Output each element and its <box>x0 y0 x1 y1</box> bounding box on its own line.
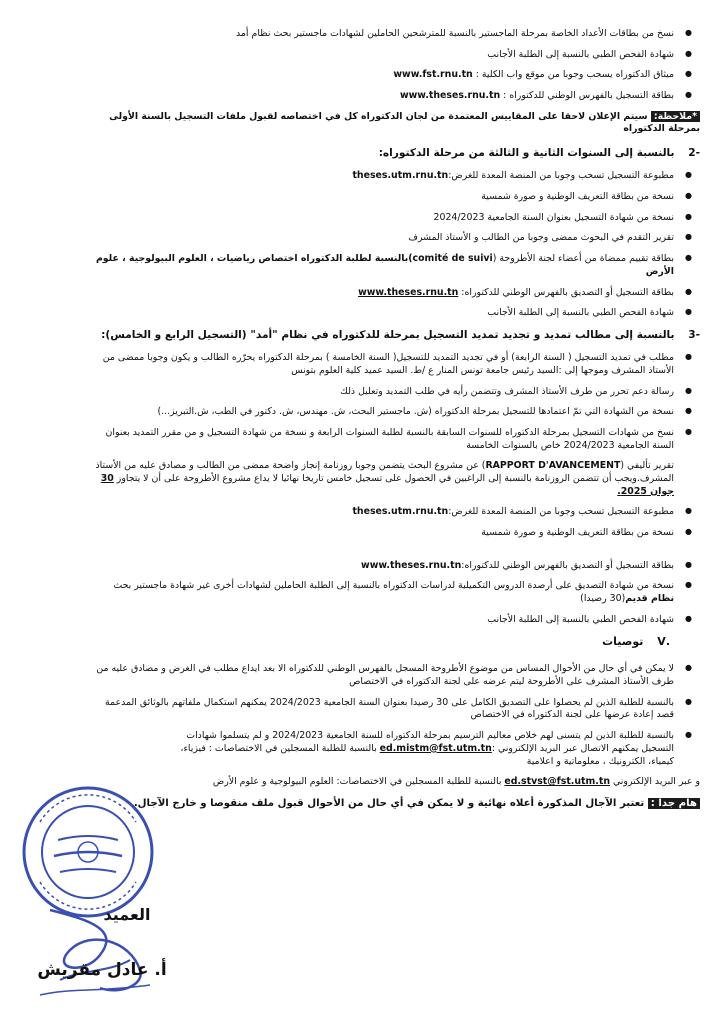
note-label: *ملاحظة: <box>651 111 700 122</box>
list-item <box>92 170 700 183</box>
section-3-heading <box>92 328 700 342</box>
item-text: بطاقة التسجيل أو التصديق بالفهرس الوطني للدكتوراه: <box>461 559 674 571</box>
item-text: نسخة من شهادة التسجيل بعنوان السنة الجامعية 2024/2023 <box>433 211 674 223</box>
item-text: بطاقة التسجيل أو التصديق بالفهرس الوطني للدكتوراه: <box>461 286 674 298</box>
theses-link[interactable]: www.theses.rnu.tn <box>358 286 459 298</box>
item-text: نسخة من بطاقة التعريف الوطنية و صورة شمسية <box>481 191 674 203</box>
item-text: نسخة من شهادة التصديق على أرصدة الدروس التكميلية لدراسات الدكتوراه بالنسبة إلى الطلبة الحاملين لشهادات أخرى غير شهادة ماجستير بحث <box>113 580 674 592</box>
list-item <box>92 232 700 245</box>
report-text: ) عن مشروع البحث يتضمن وجوبا روزنامة إنجاز واضحة ممضى من الطالب و مصادق عليه من الأستاذ المشرف.ويجب أن تتضمن الروزنامة بالنسبة إلى الراغبين في الحصول على تسجيل خامس تاريخا نهائيا لا يداع مشروع الأطروحة على أن لا يتجاوز <box>95 460 674 485</box>
item-text: نسخة من الشهادة التي تمّ اعتمادها للتسجيل بمرحلة الدكتوراه (ش. ماجستير البحث، ش. مهندس، ش. دكتور في الطب، ش.التبريز...) <box>157 406 674 418</box>
theses-utm-link[interactable]: theses.utm.rnu.tn <box>352 170 449 182</box>
section-title: توصيات <box>602 634 644 648</box>
section-number: .V <box>657 634 670 648</box>
list-item <box>92 506 700 519</box>
section-number: -2 <box>688 147 700 160</box>
item-text: شهادة الفحص الطبي بالنسبة إلى الطلبة الأجانب <box>487 613 674 625</box>
list-item <box>92 191 700 204</box>
theses-link[interactable]: www.theses.rnu.tn <box>399 90 501 102</box>
report-text: تقرير تأليفي ( <box>620 460 674 472</box>
item-text: تقرير التقدم في البحوث ممضى وجوبا من الطالب و الأستاذ المشرف <box>408 232 674 244</box>
dean-title: العميد <box>103 905 151 924</box>
list-item <box>92 287 700 300</box>
rapport-davancement: RAPPORT D'AVANCEMENT <box>485 460 621 472</box>
recommendation-item <box>92 730 700 768</box>
email-line <box>92 776 700 789</box>
dean-name: أ. عادل مقريش <box>37 960 167 980</box>
item-text: (30 رصيدا) <box>580 593 626 605</box>
item-text-bold: )بالنسبة لطلبة الدكتوراه اختصاص رياضيات ، العلوم البيولوجية ، علوم الأرض <box>95 253 674 277</box>
item-text: رسالة دعم تحرر من طرف الأستاذ المشرف وتتضمن رأيه في طلب التمديد وتعليل ذلك <box>340 385 674 397</box>
recommendation-item <box>92 663 700 688</box>
item-text: نسخة من بطاقة التعريف الوطنية و صورة شمسية <box>481 527 674 539</box>
fst-link[interactable]: www.fst.rnu.tn <box>393 69 473 81</box>
comite-de-suivi: comité de suivi <box>412 253 493 265</box>
list-item <box>92 560 700 573</box>
recommendations-heading <box>92 635 670 650</box>
item-text: بالنسبة للطلبة المسجلين في الاختصاصات : فيزياء، كيمياء، الكترونيك ، معلوماتية و اعلامية <box>180 742 674 767</box>
important-label: هام جدا : <box>648 798 700 809</box>
stvst-email-link[interactable]: ed.stvst@fst.utm.tn <box>504 776 611 788</box>
section-title: بالنسبة إلى مطالب تمديد و تجديد تمديد التسجيل بمرحلة للدكتوراه في نظام "أمد" (التسجيل الرابع و الخامس): <box>101 328 675 341</box>
important-notice <box>92 797 700 811</box>
list-item <box>92 527 700 540</box>
recommendation-item <box>92 697 700 722</box>
list-item <box>92 28 700 41</box>
theses-utm-link[interactable]: theses.utm.rnu.tn <box>352 506 449 518</box>
email-text: و عبر البريد الإلكتروني <box>610 776 700 788</box>
list-item <box>92 90 700 103</box>
important-text: تعتبر الآجال المذكورة أعلاه نهائية و لا يمكن في أي حال من الأحوال قبول ملف منقوصا و خارج الآجال. <box>133 797 648 809</box>
mistm-email-link[interactable]: ed.mistm@fst.utm.tn <box>379 742 492 754</box>
item-text: مطبوعة التسجيل تسحب وجوبا من المنصة المعدة للغرض: <box>448 170 674 182</box>
item-text: بالنسبة للطلبة الذين لم يتسنى لهم خلاص معاليم الترسيم بمرحلة الدكتوراه للسنة الجامعية 2024/2023 و لم يتسلموا شهادات التسجيل يمكنهم الاتصال عبر البريد الإلكتروني : <box>186 730 674 754</box>
list-item <box>92 580 700 605</box>
item-text: بطاقة تقييم ممضاة من أعضاء لجنة الأطروحة ( <box>492 253 674 265</box>
list-item <box>92 307 700 320</box>
item-text: مطبوعة التسجيل تسحب وجوبا من المنصة المعدة للغرض: <box>448 506 674 518</box>
list-item <box>92 386 700 399</box>
list-item <box>92 49 700 62</box>
section-2-heading <box>92 146 700 160</box>
item-text: ميثاق الدكتوراه يسحب وجوبا من موقع واب الكلية : <box>475 69 674 81</box>
list-item <box>92 69 700 82</box>
list-item <box>92 253 700 278</box>
section-number: -3 <box>688 328 700 341</box>
deadline: 30 جوان 2025. <box>100 473 674 497</box>
old-system: نظام قديم <box>625 593 674 605</box>
section-title: بالنسبة إلى السنوات الثانية و الثالثة من مرحلة الدكتوراه: <box>378 147 675 160</box>
note <box>92 111 700 136</box>
item-text: نسخ من شهادات التسجيل بمرحلة الدكتوراه للسنوات السابقة بالنسبة لطلبة السنوات الرابعة و نسخة من شهادة التسجيل و من مقرر التمديد بعنوان السنة الجامعية 2024/2023 خاص بالسنوات الخامسة <box>105 426 674 451</box>
list-item <box>92 212 700 225</box>
list-item <box>92 352 700 377</box>
list-item <box>92 427 700 452</box>
email-text: بالنسبة للطلبة المسجلين في الاختصاصات: العلوم البيولوجية و علوم الأرض <box>212 776 505 788</box>
item-text: مطلب في تمديد التسجيل ( السنة الرابعة) أو في تجديد التمديد للتسجيل( السنة الخامسة ) بمرحلة الدكتوراه يحرّره الطالب و يكون وجوبا ممضى من الأستاذ المشرف وموجها إلى :السيد رئيس جامعة تونس المنار ع /ط. السيد عميد كلية العلوم بتونس <box>102 352 674 376</box>
item-text: بالنسبة للطلبة الذين لم يحصلوا على التصديق الكامل على 30 رصيدا بعنوان السنة الجامعية 2024/2023 يمكنهم استكمال ملفاتهم بالوثائق المدعمة قصد إعادة عرضها على لجنة الدكتوراه في الاختصاص <box>105 696 674 721</box>
item-text: شهادة الفحص الطبي بالنسبة إلى الطلبة الأجانب <box>487 307 674 319</box>
list-item <box>92 614 700 627</box>
item-text: شهادة الفحص الطبي بالنسبة إلى الطلبة الأجانب <box>487 48 674 60</box>
item-text: بطاقة التسجيل بالفهرس الوطني للدكتوراه : <box>503 90 674 102</box>
note-text: سيتم الإعلان لاحقا على المقاييس المعتمدة من لجان الدكتوراه كل في اختصاصه لقبول ملفات التسجيل بالسنة الأولى بمرحلة الدكتوراه <box>109 110 700 135</box>
item-text: لا يمكن في أي حال من الأحوال المساس من موضوع الأطروحة المسجل بالفهرس الوطني للدكتوراه الا بعد ايداع مطلب في الغرض و مصادق عليه من طرف الأستاذ المشرف على الأطروحة ليتم عرضه على لجنة الدكتوراه في الاختصاص <box>96 663 674 688</box>
theses-link[interactable]: www.theses.rnu.tn <box>361 559 462 571</box>
report-paragraph <box>92 460 700 498</box>
item-text: نسخ من بطاقات الأعداد الخاصة بمرحلة الماجستير بالنسبة للمترشحين الحاملين لشهادات ماجستير بحث نظام أمد <box>235 28 674 39</box>
list-item <box>92 406 700 419</box>
